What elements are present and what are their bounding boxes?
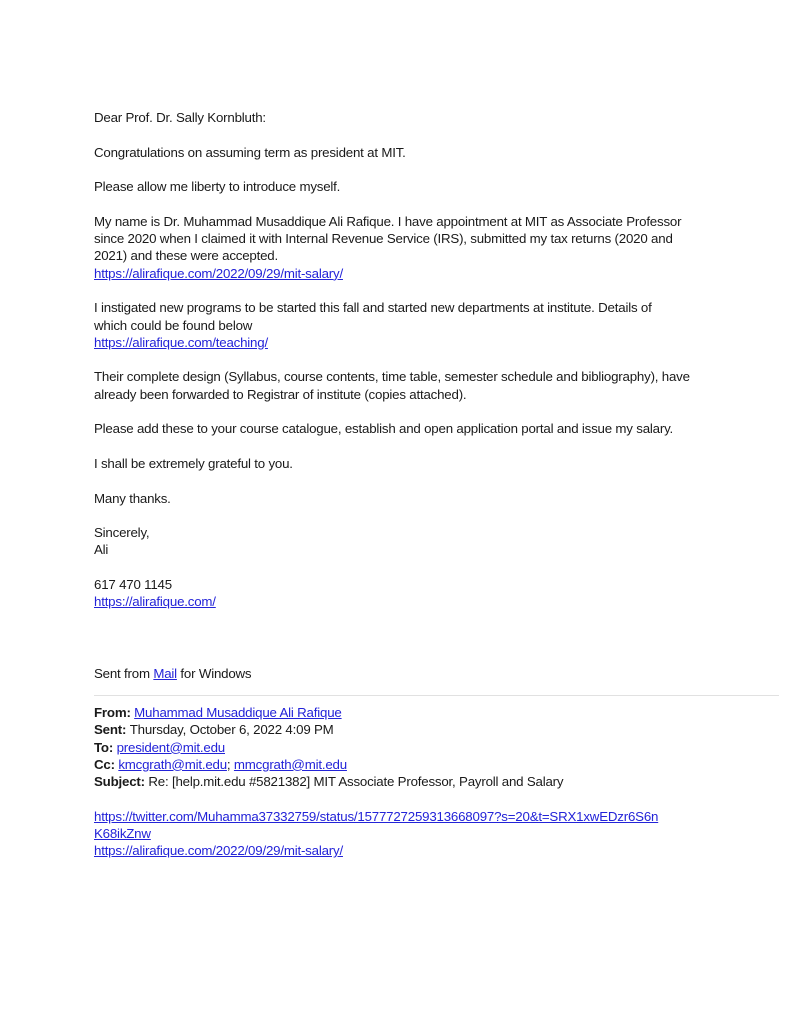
sent-from-line — [94, 665, 779, 682]
paragraph-programs — [94, 299, 779, 351]
mit-salary-link-row-2 — [94, 842, 779, 859]
greeting-text: Dear Prof. Dr. Sally Kornbluth: — [94, 110, 266, 125]
quoted-header-from-line — [94, 704, 779, 721]
programs-line-1: I instigated new programs to be started this fall and started new departments at institute. Details of — [94, 300, 652, 316]
signature-gap — [94, 611, 779, 665]
design-line-2: already been forwarded to Registrar of institute (copies attached). — [94, 386, 467, 402]
mit-salary-link[interactable]: https://alirafique.com/2022/09/29/mit-salary/ — [94, 265, 343, 281]
mit-salary-link-row — [94, 265, 779, 282]
about-line-3: 2021) and these were accepted. — [94, 248, 278, 264]
sent-from-suffix: for Windows — [176, 665, 252, 681]
teaching-link-row — [94, 334, 779, 351]
paragraph-request — [94, 420, 779, 437]
phone-number: 617 470 1145 — [94, 577, 172, 593]
intro-text: Please allow me liberty to introduce myself. — [94, 179, 341, 195]
subject-value: Re: [help.mit.edu #5821382] MIT Associate Professor, Payroll and Salary — [148, 774, 564, 790]
twitter-link-row-2 — [94, 825, 779, 842]
grateful-text: I shall be extremely grateful to you. — [94, 455, 293, 471]
cc-link-2[interactable]: mmcgrath@mit.edu — [233, 756, 347, 772]
subject-label: Subject: — [94, 774, 149, 790]
to-recipient-link[interactable]: president@mit.edu — [116, 739, 225, 755]
paragraph-grateful — [94, 455, 779, 472]
paragraph-congrats — [94, 144, 779, 161]
sent-from-prefix: Sent from — [94, 665, 154, 681]
mail-app-link[interactable]: Mail — [153, 665, 177, 681]
paragraph-design — [94, 368, 779, 403]
design-line-1: Their complete design (Syllabus, course contents, time table, semester schedule and bibliography), have — [94, 369, 690, 385]
cc-separator: ; — [226, 756, 234, 772]
email-body — [94, 109, 779, 860]
twitter-status-link-continued[interactable] — [94, 826, 151, 841]
thanks-text: Many thanks. — [94, 490, 171, 506]
teaching-link[interactable]: https://alirafique.com/teaching/ — [94, 334, 268, 350]
quoted-header-cc-line — [94, 756, 779, 773]
request-text: Please add these to your course catalogue, establish and open application portal and issue my salary. — [94, 421, 674, 437]
from-sender-link[interactable]: Muhammad Musaddique Ali Rafique — [134, 704, 342, 720]
about-line-2: since 2020 when I claimed it with Internal Revenue Service (IRS), submitted my tax returns (2020 and — [94, 231, 673, 247]
quoted-header — [94, 704, 779, 790]
paragraph-about — [94, 213, 779, 282]
twitter-link-line-1: https://twitter.com/Muhamma37332759/status/1577727259313668097?s=20&t=SRX1xwEDzr6S6n — [94, 808, 659, 824]
mit-salary-link-2[interactable]: https://alirafique.com/2022/09/29/mit-salary/ — [94, 843, 343, 859]
programs-line-2: which could be found below — [94, 317, 253, 333]
cc-link-1[interactable]: kmcgrath@mit.edu — [118, 756, 227, 772]
quoted-message-divider — [94, 695, 779, 696]
quoted-header-to-line — [94, 739, 779, 756]
signoff-closing: Sincerely, — [94, 525, 150, 541]
quoted-links-block — [94, 808, 779, 860]
from-label: From: — [94, 704, 135, 720]
signoff-name: Ali — [94, 542, 109, 558]
paragraph-thanks — [94, 490, 779, 507]
paragraph-intro — [94, 178, 779, 195]
quoted-header-subject-line — [94, 773, 779, 790]
to-label: To: — [94, 739, 117, 755]
homepage-link-row — [94, 593, 779, 610]
congrats-text: Congratulations on assuming term as president at MIT. — [94, 144, 406, 160]
quoted-header-sent-line — [94, 721, 779, 738]
sent-value: Thursday, October 6, 2022 4:09 PM — [129, 722, 334, 738]
signature-contact — [94, 576, 779, 611]
sent-label: Sent: — [94, 722, 130, 738]
greeting-line — [94, 109, 779, 126]
homepage-link[interactable]: https://alirafique.com/ — [94, 594, 216, 610]
twitter-link-row-1 — [94, 808, 779, 825]
about-line-1: My name is Dr. Muhammad Musaddique Ali Rafique. I have appointment at MIT as Associate Professor — [94, 213, 682, 229]
cc-label: Cc: — [94, 756, 119, 772]
twitter-link-line-2: K68ikZnw — [94, 825, 151, 841]
twitter-status-link[interactable] — [94, 809, 658, 824]
signature-signoff — [94, 524, 779, 559]
